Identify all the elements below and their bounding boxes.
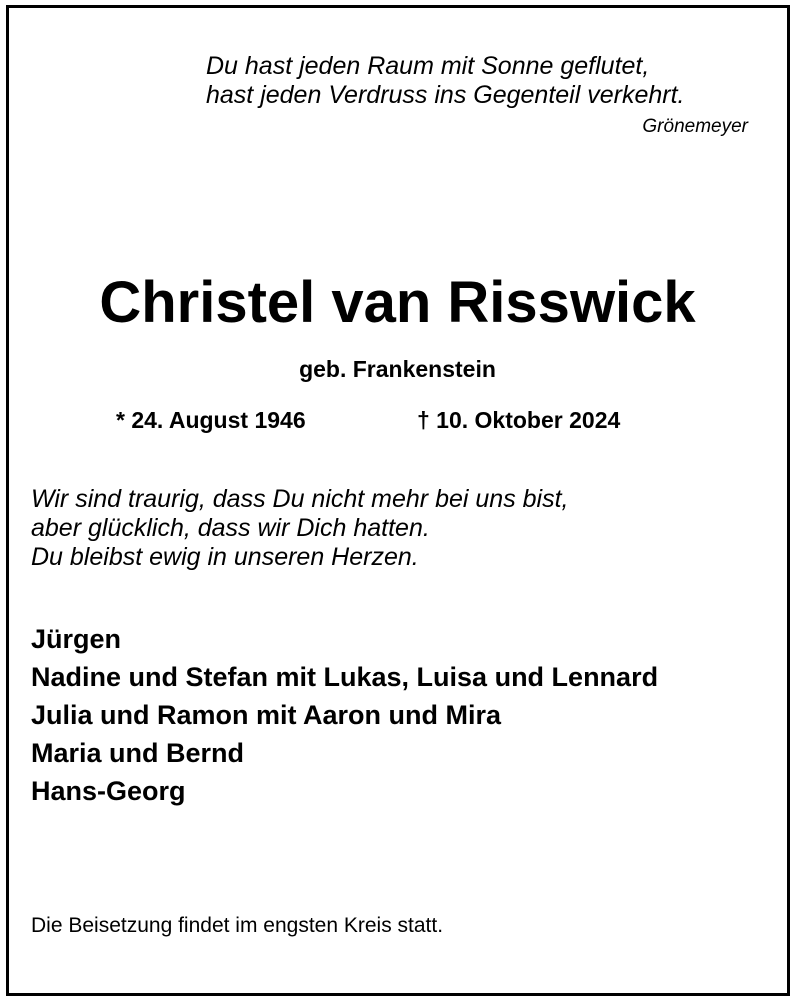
- death-date: † 10. Oktober 2024: [417, 407, 621, 433]
- verse-line: aber glücklich, dass wir Dich hatten.: [31, 514, 430, 542]
- quote-line: hast jeden Verdruss ins Gegenteil verkehrt.: [206, 81, 685, 109]
- quote: [206, 52, 685, 110]
- mourner: Maria und Bernd: [31, 738, 245, 768]
- verse-line: Du bleibst ewig in unseren Herzen.: [31, 543, 419, 571]
- deceased-name: Christel van Risswick: [99, 270, 696, 335]
- mourners-list: [31, 620, 658, 810]
- mourner: Jürgen: [31, 624, 122, 654]
- quote-line: Du hast jeden Raum mit Sonne geflutet,: [206, 52, 650, 80]
- mourner: Julia und Ramon mit Aaron und Mira: [31, 700, 502, 730]
- birth-date: * 24. August 1946: [116, 407, 306, 433]
- verse-line: Wir sind traurig, dass Du nicht mehr bei uns bist,: [31, 485, 569, 513]
- mourner: Nadine und Stefan mit Lukas, Luisa und Lennard: [31, 662, 659, 692]
- burial-note: Die Beisetzung findet im engsten Kreis statt.: [31, 914, 444, 937]
- birth-name: geb. Frankenstein: [299, 356, 496, 382]
- verse: [31, 485, 569, 572]
- quote-author: Grönemeyer: [642, 116, 748, 137]
- mourner: Hans-Georg: [31, 776, 186, 806]
